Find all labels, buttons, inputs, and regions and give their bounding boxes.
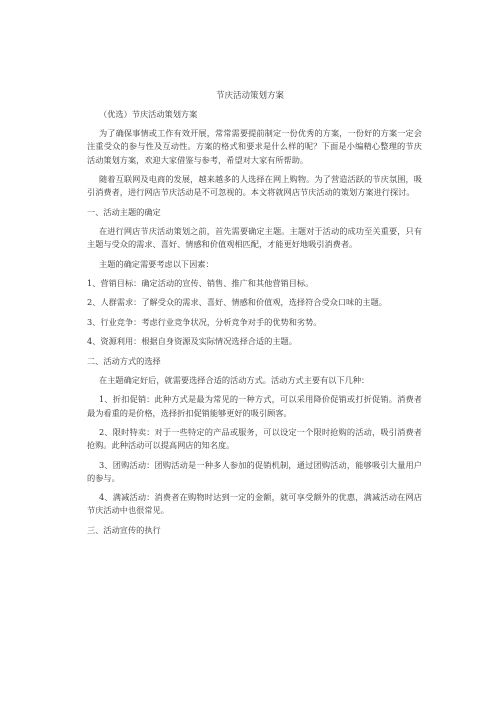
section-heading-method: 二、活动方式的选择 [87,355,161,366]
paragraph-intro: 为了确保事情或工作有效开展，常常需要提前制定一份优秀的方案，一份好的方案一定会注重受众的参与性及互动性。方案的格式和要求是什么样的呢？下面是小编精心整理的节庆活动策划方案，欢迎大家借鉴与参考，希望对大家有所帮助。 [87,128,422,165]
list-item: 3、行业竞争：考虑行业竞争状况，分析竞争对手的优势和劣势。 [87,316,322,327]
paragraph-background: 随着互联网及电商的发展，越来越多的人选择在网上购物。为了营造活跃的节庆氛围，吸引消费者，进行网店节庆活动是不可忽视的。本文将就网店节庆活动的策划方案进行探讨。 [87,174,422,198]
list-item: 2、限时特卖：对于一些特定的产品或服务，可以设定一个限时抢购的活动，吸引消费者抢购。此种活动可以提高网店的知名度。 [87,426,422,451]
section-heading-theme: 一、活动主题的确定 [87,206,161,217]
paragraph-theme-factors: 主题的确定需要考虑以下因素： [99,258,214,269]
list-item: 4、资源利用：根据自身资源及实际情况选择合适的主题。 [87,336,297,347]
list-item: 2、人群需求：了解受众的需求、喜好、情感和价值观，选择符合受众口味的主题。 [87,297,387,308]
list-item: 1、折扣促销：此种方式是最为常见的一种方式，可以采用降价促销或打折促销。消费者最为看重的是价格，选择折扣促销能够更好的吸引顾客。 [87,394,422,418]
list-item: 3、团购活动：团购活动是一种多人参加的促销机制，通过团购活动，能够吸引大量用户的参与。 [87,459,422,483]
paragraph-theme: 在进行网店节庆活动策划之前，首先需要确定主题。主题对于活动的成功至关重要，只有主题与受众的需求、喜好、情感和价值观相匹配，才能更好地吸引消费者。 [87,225,422,250]
list-item: 1、营销目标：确定活动的宣传、销售、推广和其他营销目标。 [87,277,314,288]
section-heading-promotion: 三、活动宣传的执行 [87,524,161,535]
document-title: 节庆活动策划方案 [215,91,284,101]
document-subtitle: （优选）节庆活动策划方案 [99,109,198,119]
list-item: 4、满减活动：消费者在购物时达到一定的金额，就可享受额外的优惠，满减活动在网店节庆活动中也很常见。 [87,492,422,516]
paragraph-method: 在主题确定好后，就需要选择合适的活动方式。活动方式主要有以下几种： [99,374,370,385]
document-body [87,108,422,543]
